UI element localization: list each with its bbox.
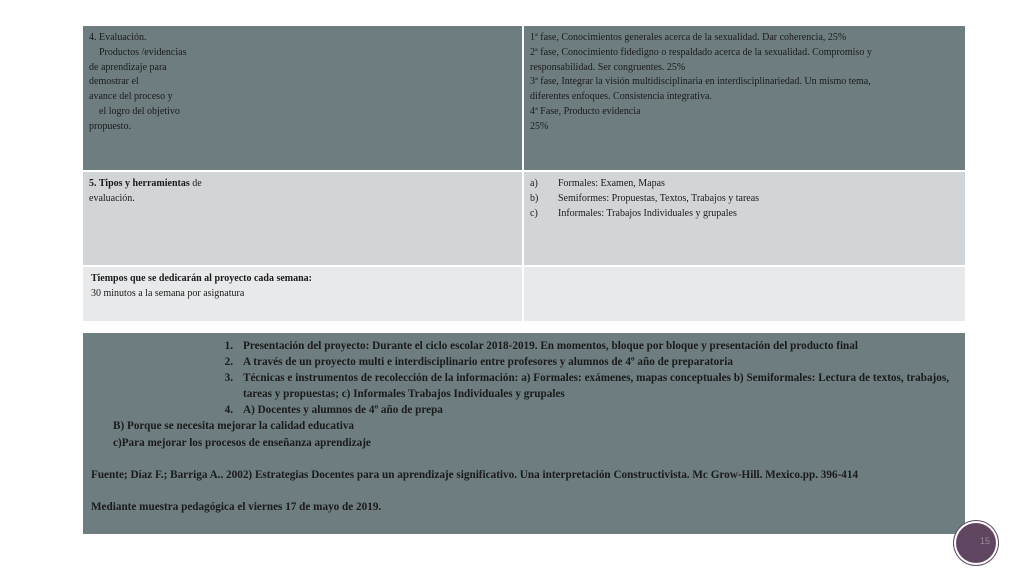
empty-cell (524, 267, 965, 321)
list-marker: c) (530, 207, 538, 219)
answer-b: B) Porque se necesita mejorar la calidad educativa (113, 420, 355, 433)
cell-line: 4ª Fase, Producto evidencia (530, 105, 641, 117)
slide-number: 15 (979, 536, 990, 546)
list-text: Informales: Trabajos Individuales y grupales (558, 207, 737, 219)
cell-line: 25% (530, 120, 549, 132)
list-text: Formales: Examen, Mapas (558, 178, 665, 189)
evaluation-label-cell (83, 26, 522, 170)
tools-list-cell (524, 172, 965, 265)
time-cell (83, 267, 522, 321)
cell-line: 3ª fase, Integrar la visión multidisciplinaria en interdisciplinariedad. Un mismo tema, (530, 76, 871, 88)
numbered-item (91, 354, 957, 370)
list-item (530, 177, 959, 192)
item-text: Técnicas e instrumentos de recolección de la información: a) Formales: exámenes, mapas conceptuales b) Semiformales: Lectura de textos, trabajos, tareas y propuestas; c) Informales Trabajos Individuales y grupales (243, 372, 950, 401)
cell-line: propuesto. (89, 120, 131, 132)
cell-line: 4. Evaluación. (89, 32, 147, 43)
evaluation-phases-cell (524, 26, 965, 170)
item-text: Presentación del proyecto: Durante el ciclo escolar 2018-2019. En momentos, bloque por bloque y presentación del producto final (243, 340, 858, 352)
summary-panel (83, 333, 965, 534)
table-row (83, 26, 965, 170)
numbered-item (91, 402, 957, 418)
cell-line: el logro del objetivo (99, 105, 180, 117)
cell-line: diferentes enfoques. Consistencia integrativa. (530, 91, 712, 103)
slide-number-badge (956, 523, 996, 563)
item-text: A través de un proyecto multi e interdisciplinario entre profesores y alumnos de 4º año de preparatoria (243, 356, 733, 369)
item-number: 1. (224, 340, 233, 352)
item-number: 3. (224, 372, 233, 385)
closing-note: Mediante muestra pedagógica el viernes 17 de mayo de 2019. (91, 500, 382, 513)
tools-heading: 5. Tipos y herramientas (89, 178, 190, 189)
numbered-item (91, 338, 957, 354)
cell-line: avance del proceso y (89, 91, 173, 103)
time-heading: Tiempos que se dedicarán al proyecto cada semana: (91, 273, 313, 284)
source-citation: Fuente; Díaz F.; Barriga A.. 2002) Estrategias Docentes para un aprendizaje significativo. Una interpretación Constructivista. Mc Grow-Hill. Mexico.pp. 396-414 (91, 468, 859, 481)
list-marker: b) (530, 192, 539, 204)
cell-line: de aprendizaje para (89, 61, 167, 73)
list-item (530, 207, 959, 222)
tools-heading-rest: de (189, 178, 202, 189)
cell-line: 2ª fase, Conocimiento fidedigno o respaldado acerca de la sexualidad. Compromiso y (530, 46, 872, 58)
cell-line: responsabilidad. Ser congruentes. 25% (530, 61, 686, 73)
list-marker: a) (530, 178, 538, 189)
numbered-item (91, 370, 957, 402)
cell-line: 1ª fase, Conocimientos generales acerca de la sexualidad. Dar coherencia, 25% (530, 32, 847, 43)
cell-line: demostrar el (89, 76, 139, 88)
table-row (83, 267, 965, 321)
tools-label-cell (83, 172, 522, 265)
item-number: 2. (224, 356, 233, 369)
cell-line: evaluación. (89, 192, 135, 204)
list-text: Semiformes: Propuestas, Textos, Trabajos y tareas (558, 192, 760, 204)
list-item (530, 192, 959, 207)
table-row (83, 172, 965, 265)
item-text: A) Docentes y alumnos de 4º año de prepa (243, 404, 443, 417)
cell-line: Productos /evidencias (99, 46, 187, 58)
time-text: 30 minutos a la semana por asignatura (91, 287, 245, 299)
answer-c: c)Para mejorar los procesos de enseñanza aprendizaje (113, 436, 371, 449)
item-number: 4. (224, 404, 233, 417)
